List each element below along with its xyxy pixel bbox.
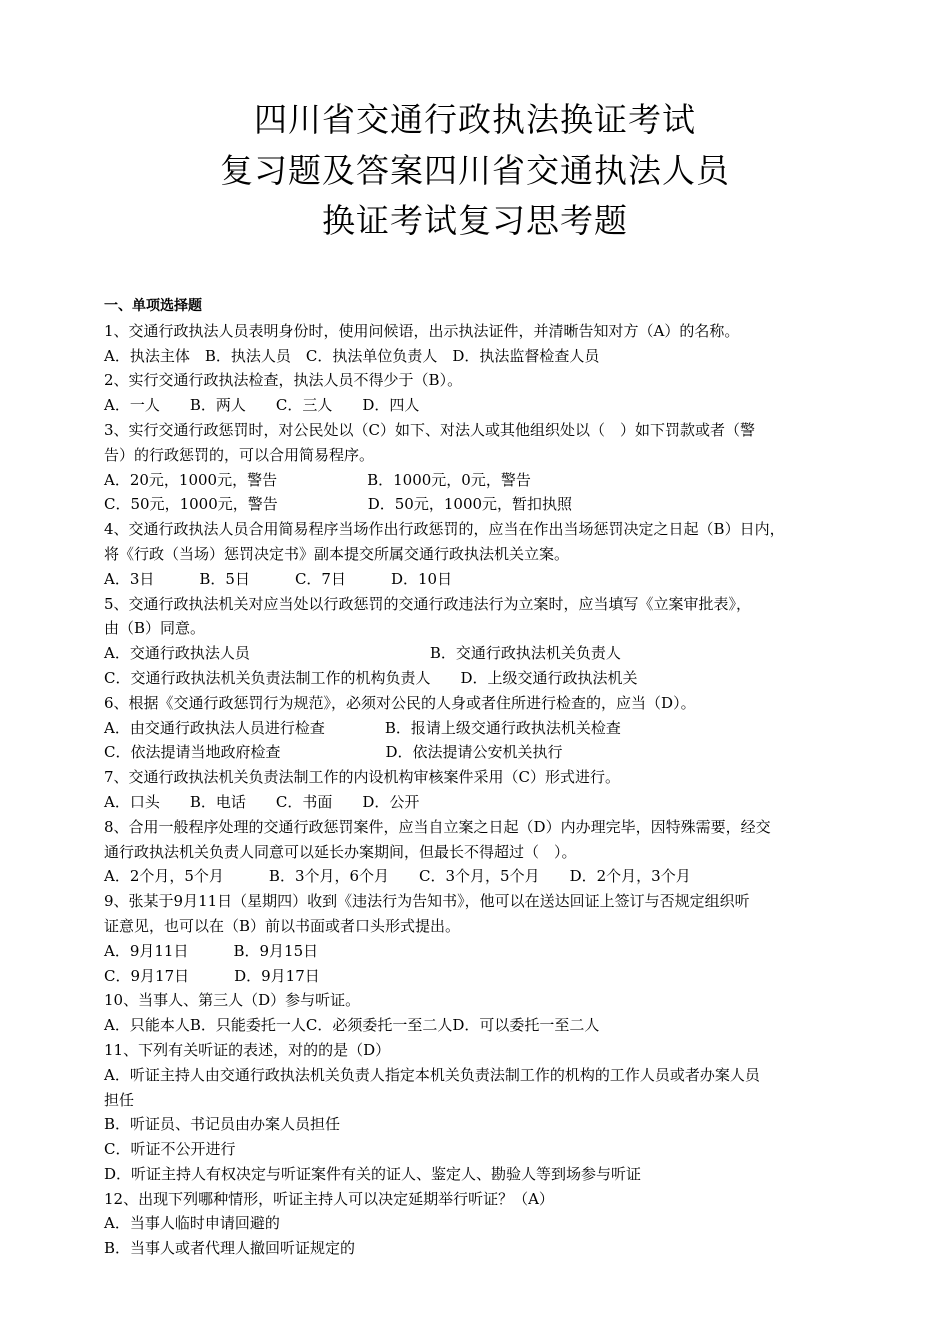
text-line: A．口头 B．电话 C．书面 D．公开: [104, 792, 420, 811]
text-line: 担任: [104, 1090, 135, 1109]
text-line: 10、当事人、第三人（D）参与听证。: [104, 991, 361, 1010]
document-body: [104, 294, 864, 1261]
text-line: 3、实行交通行政惩罚时，对公民处以（C）如下、对法人或其他组织处以（ ）如下罚款或者（警: [104, 420, 756, 439]
document-title-line-3: 换证考试复习思考题: [322, 201, 628, 240]
text-line: 8、合用一般程序处理的交通行政惩罚案件，应当自立案之日起（D）内办理完毕，因特殊需要，经交: [104, 817, 771, 836]
text-line: 通行政执法机关负责人同意可以延长办案期间，但最长不得超过（ ）。: [104, 842, 577, 861]
text-line: 2、实行交通行政执法检查，执法人员不得少于（B）。: [104, 371, 463, 390]
text-line: A．当事人临时申请回避的: [104, 1214, 280, 1233]
text-line: A．听证主持人由交通行政执法机关负责人指定本机关负责法制工作的机构的工作人员或者办案人员: [104, 1065, 760, 1084]
text-line: 1、交通行政执法人员表明身份时，使用问候语，出示执法证件，并清晰告知对方（A）的名称。: [104, 321, 740, 340]
text-line: 7、交通行政执法机关负责法制工作的内设机构审核案件采用（C）形式进行。: [104, 768, 621, 787]
text-line: C．交通行政执法机关负责法制工作的机构负责人 D．上级交通行政执法机关: [104, 668, 638, 687]
text-line: 告）的行政惩罚的，可以合用简易程序。: [104, 445, 375, 464]
text-line: C．9月17日 D．9月17日: [104, 966, 320, 985]
text-line: C．依法提请当地政府检查 D．依法提请公安机关执行: [104, 743, 563, 762]
text-line: A．20元，1000元，警告 B．1000元，0元，警告: [104, 470, 531, 489]
text-line: 将《行政（当场）惩罚决定书》副本提交所属交通行政执法机关立案。: [104, 544, 570, 563]
section-heading: 一、单项选择题: [104, 298, 202, 314]
document-title-line-2: 复习题及答案四川省交通执法人员: [220, 151, 730, 190]
text-line: A．一人 B．两人 C．三人 D．四人: [104, 396, 420, 415]
text-line: D．听证主持人有权决定与听证案件有关的证人、鉴定人、勘验人等到场参与听证: [104, 1164, 642, 1183]
text-line: B．听证员、书记员由办案人员担任: [104, 1115, 341, 1134]
text-line: 5、交通行政执法机关对应当处以行政惩罚的交通行政违法行为立案时，应当填写《立案审批表》，: [104, 594, 752, 613]
text-line: C．听证不公开进行: [104, 1140, 236, 1159]
text-line: 9、张某于9月11日（星期四）收到《违法行为告知书》，他可以在送达回证上签订与否规定组织听: [104, 892, 750, 911]
text-line: A．只能本人B．只能委托一人C．必须委托一至二人D．可以委托一至二人: [104, 1016, 600, 1035]
text-line: A．9月11日 B．9月15日: [104, 941, 319, 960]
text-line: 12、出现下列哪种情形，听证主持人可以决定延期举行听证？（A）: [104, 1189, 554, 1208]
text-line: 6、根据《交通行政惩罚行为规范》，必须对公民的人身或者住所进行检查的，应当（D）。: [104, 693, 696, 712]
text-line: 11、下列有关听证的表述，对的的是（D）: [104, 1040, 391, 1059]
text-line: C．50元，1000元，警告 D．50元，1000元，暂扣执照: [104, 495, 573, 514]
text-line: 4、交通行政执法人员合用简易程序当场作出行政惩罚的，应当在作出当场惩罚决定之日起（B）日内，: [104, 520, 785, 539]
text-line: A．2个月，5个月 B．3个月，6个月 C．3个月，5个月 D．2个月，3个月: [104, 867, 691, 886]
text-line: A．由交通行政执法人员进行检查 B．报请上级交通行政执法机关检查: [104, 718, 621, 737]
text-line: A．交通行政执法人员 B．交通行政执法机关负责人: [104, 644, 621, 663]
text-line: 证意见，也可以在（B）前以书面或者口头形式提出。: [104, 916, 461, 935]
text-line: B．当事人或者代理人撤回听证规定的: [104, 1239, 356, 1258]
text-line: A．3日 B．5日 C．7日 D．10日: [104, 569, 453, 588]
document-title-line-1: 四川省交通行政执法换证考试: [254, 100, 696, 139]
text-line: A．执法主体 B．执法人员 C．执法单位负责人 D．执法监督检查人员: [104, 346, 600, 365]
text-line: 由（B）同意。: [104, 619, 206, 638]
